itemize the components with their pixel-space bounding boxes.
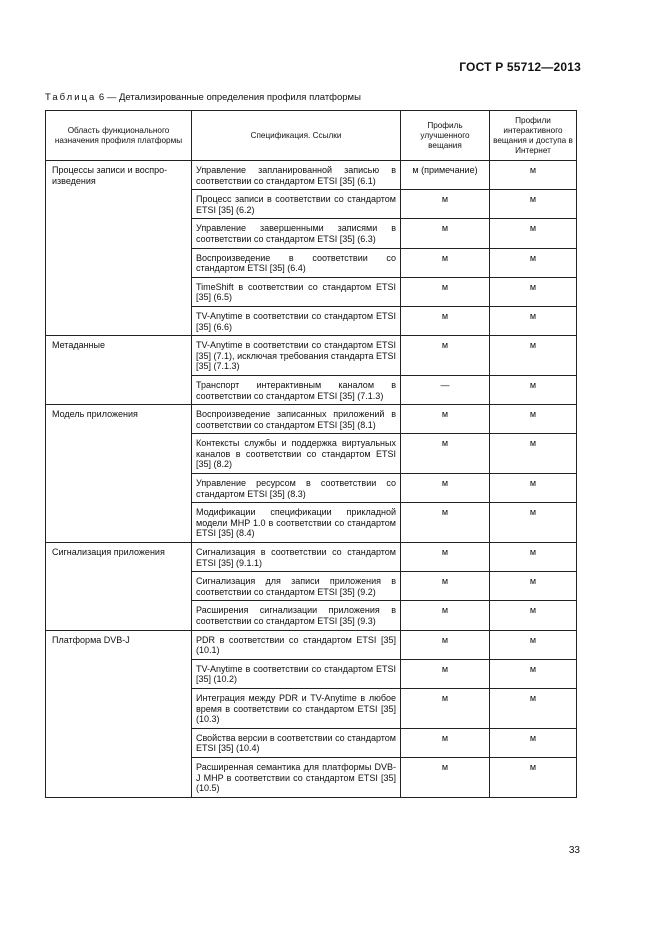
specification-cell: Свойства версии в соответствии со стандартом ETSI [35] (10.4) [192, 728, 401, 757]
document-code: ГОСТ Р 55712—2013 [459, 60, 581, 74]
specification-cell: Расширения сигнализации приложения в соответствии со стандартом ETSI [35] (9.3) [192, 601, 401, 630]
specification-cell: Процесс записи в соответствии со стандартом ETSI [35] (6.2) [192, 190, 401, 219]
interactive-profile-cell: м [490, 405, 577, 434]
functional-area-cell: Сигнализация приложения [46, 543, 192, 631]
enhanced-profile-cell: м [401, 405, 490, 434]
enhanced-profile-cell: м [401, 688, 490, 728]
enhanced-profile-cell: м [401, 306, 490, 335]
interactive-profile-cell: м [490, 248, 577, 277]
enhanced-profile-cell: м [401, 336, 490, 376]
interactive-profile-cell: м [490, 434, 577, 474]
interactive-profile-cell: м [490, 572, 577, 601]
interactive-profile-cell: м [490, 503, 577, 543]
enhanced-profile-cell: м [401, 474, 490, 503]
interactive-profile-cell: м [490, 630, 577, 659]
interactive-profile-cell: м [490, 659, 577, 688]
table-row [46, 630, 577, 659]
table-header-row [46, 111, 577, 161]
interactive-profile-cell: м [490, 190, 577, 219]
enhanced-profile-cell: м [401, 630, 490, 659]
caption-label: Таблица [45, 92, 97, 103]
header-enhanced: Профиль улучшенного вещания [401, 111, 490, 161]
interactive-profile-cell: м [490, 161, 577, 190]
platform-profile-table [45, 110, 577, 798]
specification-cell: Контексты службы и поддержка виртуальных каналов в соответствии со стандартом ETSI [35] (8.2) [192, 434, 401, 474]
enhanced-profile-cell: м [401, 659, 490, 688]
functional-area-cell: Процессы записи и воспро-изведения [46, 161, 192, 336]
interactive-profile-cell: м [490, 336, 577, 376]
specification-cell: TV-Anytime в соответствии со стандартом ETSI [35] (6.6) [192, 306, 401, 335]
enhanced-profile-cell: м [401, 219, 490, 248]
enhanced-profile-cell: м (примечание) [401, 161, 490, 190]
interactive-profile-cell: м [490, 601, 577, 630]
specification-cell: Управление завершенными записями в соответствии со стандартом ETSI [35] (6.3) [192, 219, 401, 248]
interactive-profile-cell: м [490, 375, 577, 404]
header-spec: Спецификация. Ссылки [192, 111, 401, 161]
table-row [46, 405, 577, 434]
specification-cell: Расширенная семантика для платформы DVB-J MHP в соответствии со стандартом ETSI [35] (10.5) [192, 757, 401, 797]
caption-text: — Детализированные определения профиля платформы [106, 92, 361, 103]
interactive-profile-cell: м [490, 543, 577, 572]
header-interactive: Профили интерактивного вещания и доступа в Интернет [490, 111, 577, 161]
enhanced-profile-cell: м [401, 757, 490, 797]
enhanced-profile-cell: м [401, 277, 490, 306]
table-row [46, 161, 577, 190]
enhanced-profile-cell: м [401, 434, 490, 474]
interactive-profile-cell: м [490, 306, 577, 335]
enhanced-profile-cell: м [401, 728, 490, 757]
enhanced-profile-cell: м [401, 601, 490, 630]
enhanced-profile-cell: м [401, 248, 490, 277]
specification-cell: Воспроизведение записанных приложений в соответствии со стандартом ETSI [35] (8.1) [192, 405, 401, 434]
interactive-profile-cell: м [490, 277, 577, 306]
header-area: Область функционального назначения профиля платформы [46, 111, 192, 161]
table-caption [45, 92, 361, 103]
caption-number: 6 [98, 92, 105, 103]
enhanced-profile-cell: м [401, 572, 490, 601]
functional-area-cell: Модель приложения [46, 405, 192, 543]
enhanced-profile-cell: — [401, 375, 490, 404]
specification-cell: Сигнализация в соответствии со стандартом ETSI [35] (9.1.1) [192, 543, 401, 572]
specification-cell: TV-Anytime в соответствии со стандартом ETSI [35] (7.1), исключая требования стандарта ETSI [35] (7.1.3) [192, 336, 401, 376]
table-row [46, 336, 577, 376]
interactive-profile-cell: м [490, 474, 577, 503]
specification-cell: Модификации спецификации прикладной модели MHP 1.0 в соответствии со стандартом ETSI [35] (8.4) [192, 503, 401, 543]
specification-cell: Воспроизведение в соответствии со стандартом ETSI [35] (6.4) [192, 248, 401, 277]
specification-cell: PDR в соответствии со стандартом ETSI [35] (10.1) [192, 630, 401, 659]
specification-cell: Управление ресурсом в соответствии со стандартом ETSI [35] (8.3) [192, 474, 401, 503]
interactive-profile-cell: м [490, 688, 577, 728]
table-body [46, 161, 577, 798]
specification-cell: Транспорт интерактивным каналом в соответствии со стандартом ETSI [35] (7.1.3) [192, 375, 401, 404]
enhanced-profile-cell: м [401, 543, 490, 572]
table-row [46, 543, 577, 572]
page-number: 33 [568, 845, 580, 856]
functional-area-cell: Метаданные [46, 336, 192, 405]
interactive-profile-cell: м [490, 728, 577, 757]
enhanced-profile-cell: м [401, 503, 490, 543]
interactive-profile-cell: м [490, 757, 577, 797]
interactive-profile-cell: м [490, 219, 577, 248]
specification-cell: Интеграция между PDR и TV-Anytime в любое время в соответствии со стандартом ETSI [35] (10.3) [192, 688, 401, 728]
enhanced-profile-cell: м [401, 190, 490, 219]
functional-area-cell: Платформа DVB-J [46, 630, 192, 797]
specification-cell: TV-Anytime в соответствии со стандартом ETSI [35] (10.2) [192, 659, 401, 688]
specification-cell: TimeShift в соответствии со стандартом ETSI [35] (6.5) [192, 277, 401, 306]
specification-cell: Сигнализация для записи приложения в соответствии со стандартом ETSI [35] (9.2) [192, 572, 401, 601]
specification-cell: Управление запланированной записью в соответствии со стандартом ETSI [35] (6.1) [192, 161, 401, 190]
